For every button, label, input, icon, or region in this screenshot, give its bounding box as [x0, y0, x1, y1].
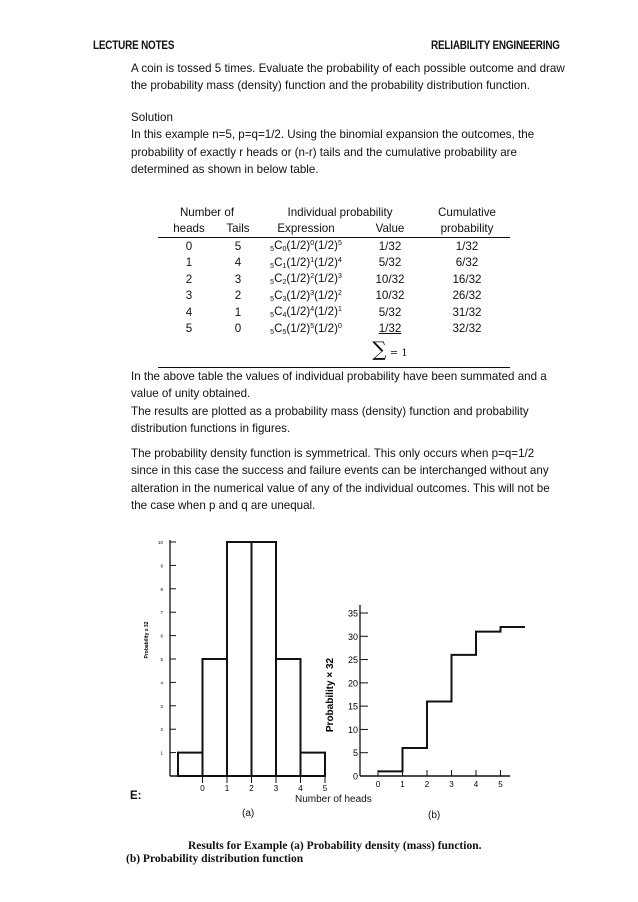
- value-text: 1/32: [378, 239, 402, 253]
- value-cell: [356, 255, 424, 272]
- table-body: [158, 238, 510, 338]
- expr-exp2: 1: [337, 306, 342, 314]
- table-row: [158, 321, 510, 338]
- expr-exp1: 5: [310, 322, 315, 330]
- text-line: distribution functions in figures.: [131, 421, 291, 435]
- expr-c: C: [274, 305, 283, 319]
- value-cell: [356, 238, 424, 255]
- y-tick-label-a: 8: [160, 586, 163, 592]
- expr-base2: (1/2): [314, 239, 338, 253]
- expression-cell: [256, 288, 356, 305]
- expr-base1: (1/2): [286, 272, 311, 286]
- expr-exp2: 4: [337, 256, 342, 264]
- heads-cell: 3: [185, 289, 193, 303]
- expr-exp1: 2: [310, 273, 315, 281]
- x-tick-label-b: 2: [424, 780, 430, 789]
- text-line: since in this case the success and failure events can be interchanged without any: [131, 464, 549, 478]
- sum-value: = 1: [389, 348, 408, 359]
- expr-c: C: [274, 272, 283, 286]
- value-cell: [356, 321, 424, 338]
- col-header-value: Value: [356, 221, 424, 238]
- expr-exp1: 3: [310, 289, 315, 297]
- y-tick-label-a: 5: [160, 657, 163, 662]
- y-tick-label-b: 20: [347, 678, 358, 689]
- solution-heading: Solution: [131, 111, 173, 124]
- value-cell: [356, 271, 424, 288]
- x-tick-label-a: 5: [322, 784, 328, 793]
- bar: [227, 542, 252, 776]
- col-header-number-of: Number of: [179, 205, 235, 219]
- x-tick-label-b: 1: [400, 780, 405, 789]
- expr-n: 5: [270, 246, 275, 254]
- expr-n: 5: [270, 312, 275, 320]
- x-tick-label-a: 4: [298, 784, 303, 793]
- panel-label-b: (b): [428, 810, 441, 821]
- cumulative-cell: 16/32: [452, 272, 482, 286]
- x-tick-label-b: 4: [473, 780, 479, 789]
- y-tick-label-b: 15: [347, 701, 358, 712]
- table-subheader-row: [158, 221, 510, 238]
- text-line: In the above table the values of individual probability have been summated and a: [131, 370, 547, 383]
- y-tick-label-a: 6: [160, 633, 163, 639]
- sigma-symbol: ∑: [372, 337, 387, 361]
- y-tick-label-a: 9: [160, 563, 163, 569]
- table-sum-row: [158, 337, 510, 368]
- table-row: [158, 304, 510, 321]
- question-paragraph: [131, 60, 576, 95]
- y-tick-label-b: 10: [347, 724, 358, 735]
- caption-line-1: Results for Example (a) Probability density (mass) function.: [188, 840, 482, 852]
- value-text: 10/32: [375, 289, 405, 303]
- value-text: 1/32: [378, 322, 402, 336]
- text-line: In this example n=5, p=q=1/2. Using the binomial expansion the outcomes, the: [131, 128, 535, 142]
- expr-base1: (1/2): [286, 239, 311, 253]
- text-line: the probability mass (density) function and the probability distribution function.: [131, 79, 530, 93]
- y-tick-label-a: 1: [160, 750, 163, 756]
- tails-cell: 3: [234, 272, 242, 286]
- bar: [276, 659, 301, 776]
- x-tick-label-b: 0: [375, 780, 381, 789]
- expr-r: 2: [282, 279, 287, 287]
- x-tick-label-b: 3: [449, 780, 454, 789]
- tails-cell: 5: [234, 239, 242, 253]
- expr-base2: (1/2): [314, 255, 338, 269]
- text-line: determined as shown in below table.: [131, 162, 319, 176]
- heads-cell: 5: [185, 322, 193, 336]
- y-tick-label-a: 4: [160, 680, 163, 686]
- caption-line-2: (b) Probability distribution function: [126, 853, 304, 865]
- text-line: value of unity obtained.: [131, 387, 251, 401]
- expr-r: 4: [282, 312, 287, 320]
- expr-base1: (1/2): [286, 321, 311, 335]
- cumulative-cell: 31/32: [452, 305, 482, 319]
- col-header-individual: Individual probability: [287, 205, 393, 219]
- value-cell: [356, 304, 424, 321]
- x-tick-label-a: 0: [200, 784, 205, 793]
- y-tick-label-b: 35: [347, 608, 358, 619]
- text-line: the case when p and q are unequal.: [131, 498, 316, 512]
- expr-base1: (1/2): [286, 305, 311, 319]
- header-right: RELIABILITY ENGINEERING: [431, 40, 560, 52]
- y-tick-label-b: 25: [347, 655, 358, 666]
- expr-c: C: [274, 321, 283, 335]
- table-header-row: [158, 204, 510, 221]
- sum-cell: [356, 337, 424, 368]
- x-tick-label-a: 1: [224, 784, 230, 793]
- expr-c: C: [274, 288, 283, 302]
- expr-exp2: 5: [337, 240, 342, 248]
- expression-cell: [256, 321, 356, 338]
- value-text: 5/32: [378, 305, 402, 319]
- bar: [203, 659, 228, 776]
- expr-c: C: [274, 255, 283, 269]
- figure-charts: [0, 520, 638, 830]
- x-axis-label-b: Number of heads: [295, 794, 372, 805]
- text-line: The results are plotted as a probability mass (density) function and probability: [131, 404, 529, 418]
- tails-cell: 0: [234, 322, 242, 336]
- value-cell: [356, 288, 424, 305]
- expr-exp1: 4: [310, 306, 315, 314]
- tails-cell: 4: [234, 256, 242, 270]
- text-line: The probability density function is symmetrical. This only occurs when p=q=1/2: [131, 447, 535, 460]
- y-tick-label-a: 2: [160, 727, 163, 733]
- solution-paragraph: [131, 109, 576, 178]
- col-header-probability: probability: [424, 221, 510, 238]
- cumulative-cell: 32/32: [452, 322, 482, 336]
- expr-base2: (1/2): [314, 272, 338, 286]
- expr-n: 5: [270, 262, 275, 270]
- col-header-heads: heads: [158, 221, 220, 238]
- x-tick-label-a: 3: [273, 784, 279, 793]
- expr-base2: (1/2): [314, 288, 338, 302]
- probability-table: [158, 204, 510, 368]
- y-tick-label-a: 3: [160, 703, 163, 709]
- expr-base2: (1/2): [314, 305, 338, 319]
- expr-exp2: 3: [337, 273, 342, 281]
- expr-base2: (1/2): [314, 321, 338, 335]
- expr-exp1: 1: [310, 256, 315, 264]
- x-tick-label-b: 5: [498, 780, 503, 789]
- y-tick-label-b: 0: [352, 771, 358, 782]
- symmetry-paragraph: [131, 445, 576, 514]
- table-row: [158, 271, 510, 288]
- text-line: alteration in the numerical value of any of the individual outcomes. This will not be: [131, 481, 550, 495]
- y-axis-label-b: Probability × 32: [325, 657, 336, 733]
- expr-r: 1: [282, 262, 287, 270]
- cumulative-cell: 26/32: [452, 289, 482, 303]
- heads-cell: 1: [185, 256, 193, 270]
- text-line: A coin is tossed 5 times. Evaluate the probability of each possible outcome and draw: [131, 62, 565, 75]
- text-line: probability of exactly r heads or (n-r) tails and the cumulative probability are: [131, 145, 517, 159]
- x-tick-label-a: 2: [249, 784, 254, 793]
- table-row: [158, 255, 510, 272]
- y-axis-label-a: Probability x 32: [144, 621, 150, 659]
- expr-c: C: [274, 239, 283, 253]
- header-left: LECTURE NOTES: [93, 40, 175, 52]
- tails-cell: 2: [234, 289, 242, 303]
- table-row: [158, 238, 510, 255]
- heads-cell: 4: [185, 305, 193, 319]
- heads-cell: 0: [185, 239, 193, 253]
- tails-cell: 1: [234, 305, 242, 319]
- col-header-expression: Expression: [256, 221, 356, 238]
- heads-cell: 2: [185, 272, 193, 286]
- expression-cell: [256, 238, 356, 255]
- expression-cell: [256, 271, 356, 288]
- col-header-cumulative: Cumulative: [438, 205, 496, 219]
- expr-n: 5: [270, 279, 275, 287]
- expression-cell: [256, 255, 356, 272]
- expr-r: 0: [282, 246, 287, 254]
- y-tick-label-b: 5: [352, 748, 358, 759]
- value-text: 5/32: [378, 256, 402, 270]
- chart-a: [144, 540, 328, 793]
- bar: [252, 542, 277, 776]
- expr-exp1: 0: [310, 240, 315, 248]
- cumulative-cell: 1/32: [455, 239, 479, 253]
- expr-exp2: 0: [337, 322, 342, 330]
- expr-r: 3: [282, 295, 287, 303]
- bar: [301, 753, 326, 776]
- y-tick-label-a: 10: [157, 540, 163, 545]
- expr-base1: (1/2): [286, 255, 311, 269]
- table-row: [158, 288, 510, 305]
- expression-cell: [256, 304, 356, 321]
- chart-b: [325, 605, 525, 789]
- bar: [178, 753, 203, 776]
- panel-label-a: (a): [242, 808, 255, 819]
- y-tick-label-a: 7: [160, 610, 163, 616]
- cumulative-cell: 6/32: [455, 256, 479, 270]
- value-text: 10/32: [375, 272, 405, 286]
- expr-r: 5: [282, 328, 287, 336]
- y-tick-label-b: 30: [347, 631, 358, 642]
- expr-n: 5: [270, 328, 275, 336]
- step-line: [378, 627, 525, 771]
- expr-exp2: 2: [337, 289, 342, 297]
- col-header-tails: Tails: [220, 221, 256, 238]
- figure-prefix: E:: [130, 790, 142, 802]
- expr-base1: (1/2): [286, 288, 311, 302]
- expr-n: 5: [270, 295, 275, 303]
- summation-paragraph: [131, 368, 576, 437]
